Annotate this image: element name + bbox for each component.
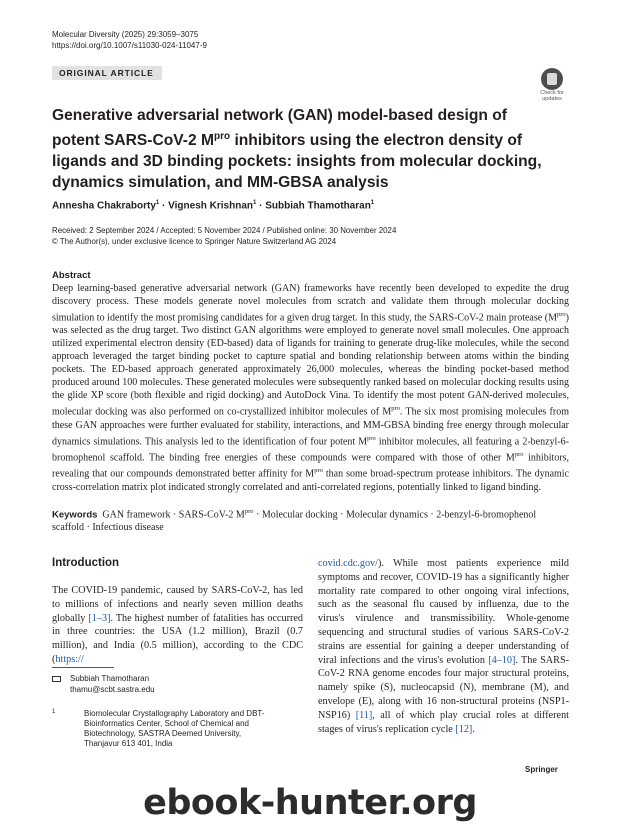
- abstract-body: Deep learning-based generative adversarial network (GAN) frameworks have recently been developed to expedite the drug discovery process. These models generate novel molecules from scratch and validate them through molecular docking simulation to identify the most promising candidates for a given drug target. In this study, the SARS-CoV-2 main protease $(M^{pro})$ was selected as the drug target. Two distinct GAN algorithms were employed to generate novel small molecules. One approach utilized experimental electron density (ED-based) data of ligands for training to generate drug-like molecules, while the second approach leveraged the target binding pocket to capture spatial and bonding relationship between atoms within the binding pockets. The ED-based approach generated approximately 26,000 molecules, whereas the binding pocket-based method produced around 100 molecules. These generated molecules were subsequently ranked based on molecular docking results using the glide XP score (both flexible and rigid docking) and AutoDock Vina. To identify the most potent GAN-derived molecules, molecular docking was also performed on co-crystallized inhibitor molecules of $M^{pro}$. The six most promising molecules from these GAN approaches were further evaluated for stability, interactions, and MM-GBSA binding free energy through molecular dynamics simulations. This analysis led to the identification of four potent $M^{pro}$ inhibitor molecules, all featuring a 2-benzyl-6-bromophenol scaffold. The binding free energies of these compounds were compared with those of other $M^{pro}$ inhibitors, revealing that our compounds demonstrated better affinity for $M^{pro}$ than some broad-spectrum protease inhibitors. The dynamic cross-correlation matrix plot indicated strongly correlated and anti-correlated regions, potentially linked to ligand binding.: [52, 283, 570, 493]
- author-name[interactable]: Subbiah Thamotharan: [265, 200, 371, 212]
- check-updates-label: Check for updates: [540, 90, 564, 102]
- intro-left-column: The COVID-19 pandemic, caused by SARS-CoV-2, has led to millions of infections and nearly seven million deaths globally [1–3]. The highest number of fatalities has occurred in three countries: the USA (1.2 million), Brazil (0.7 million), and India (0.5 million), according to the CDC (https://: [52, 585, 303, 665]
- citation-link[interactable]: [4–10]: [488, 654, 516, 666]
- affiliation-text: Biomolecular Crystallography Laboratory and DBT-Bioinformatics Center, School of Chemical and Biotechnology, SASTRA Deemed University, Thanjavur 613 401, India: [84, 709, 265, 748]
- watermark-text: ebook-hunter.org: [143, 783, 477, 823]
- introduction-heading: Introduction: [52, 557, 120, 569]
- history-line: Received: 2 September 2024 / Accepted: 5 November 2024 / Published online: 30 November 2024: [52, 226, 397, 235]
- author-name[interactable]: Vignesh Krishnan: [168, 200, 253, 212]
- intro-right-column: covid.cdc.gov/). While most patients experience mild symptoms and recover, COVID-19 has a significantly higher mortality rate compared to other ongoing viral infections, such as the seasonal flu caused by influenza, due to the virus's virulence and transmissibility. Whole-genome sequencing and structural studies of various SARS-CoV-2 strains are essential for gaining a deeper understanding of viral infections and the virus's evolution [4–10]. The SARS-CoV-2 RNA genome encodes four major structural proteins, namely spike (S), nucleocapsid (N), membrane (M), and envelope (E), along with 16 non-structural proteins (NSP1-NSP16) [11], all of which play crucial roles at different stages of virus's replication cycle [12].: [318, 558, 570, 735]
- affiliation-number: 1: [52, 709, 56, 715]
- citation-link[interactable]: [12]: [455, 723, 473, 735]
- journal-citation: Molecular Diversity (2025) 29:3059–3075: [52, 30, 199, 39]
- envelope-icon: [52, 676, 61, 682]
- author-name[interactable]: Annesha Chakraborty: [52, 200, 156, 212]
- journal-header: [52, 29, 207, 51]
- corresponding-author: [52, 674, 155, 695]
- springer-logo: Springer: [525, 765, 558, 774]
- corresponding-email[interactable]: thamu@scbt.sastra.edu: [70, 684, 155, 694]
- corresponding-name: Subbiah Thamotharan: [70, 674, 150, 683]
- affiliation: [52, 709, 274, 749]
- copyright-line: © The Author(s), under exclusive licence to Springer Nature Switzerland AG 2024: [52, 236, 337, 246]
- keywords: Keywords GAN framework · SARS-CoV-2 $M^{pro}$ · Molecular docking · Molecular dynamics · 2-benzyl-6-bromophenol scaffold · Infectious disease: [52, 508, 537, 534]
- author-list: Annesha Chakraborty$^1$ · Vignesh Krishnan$^1$ · Subbiah Thamotharan$^1$: [52, 200, 375, 212]
- keywords-label: Keywords: [52, 509, 98, 521]
- cdc-link[interactable]: covid.cdc.gov/: [318, 558, 378, 569]
- citation-link[interactable]: [1–3]: [88, 612, 111, 624]
- check-for-updates-button[interactable]: [536, 68, 568, 102]
- footnote-divider: [52, 667, 114, 668]
- article-title: Generative adversarial network (GAN) model-based design of potent SARS-CoV-2 $M^{pro}$ inhibitors using the electron density of ligands and 3D binding pockets: insights from molecular docking, dynamics simulation, and MM-GBSA analysis: [52, 107, 542, 192]
- check-updates-icon: [541, 68, 563, 90]
- cdc-link[interactable]: https://: [55, 653, 84, 665]
- citation-link[interactable]: [11]: [355, 709, 373, 721]
- publication-dates: [52, 226, 396, 247]
- abstract-heading: Abstract: [52, 270, 91, 281]
- doi-link[interactable]: https://doi.org/10.1007/s11030-024-11047-9: [52, 41, 207, 50]
- article-type-badge: ORIGINAL ARTICLE: [52, 66, 162, 80]
